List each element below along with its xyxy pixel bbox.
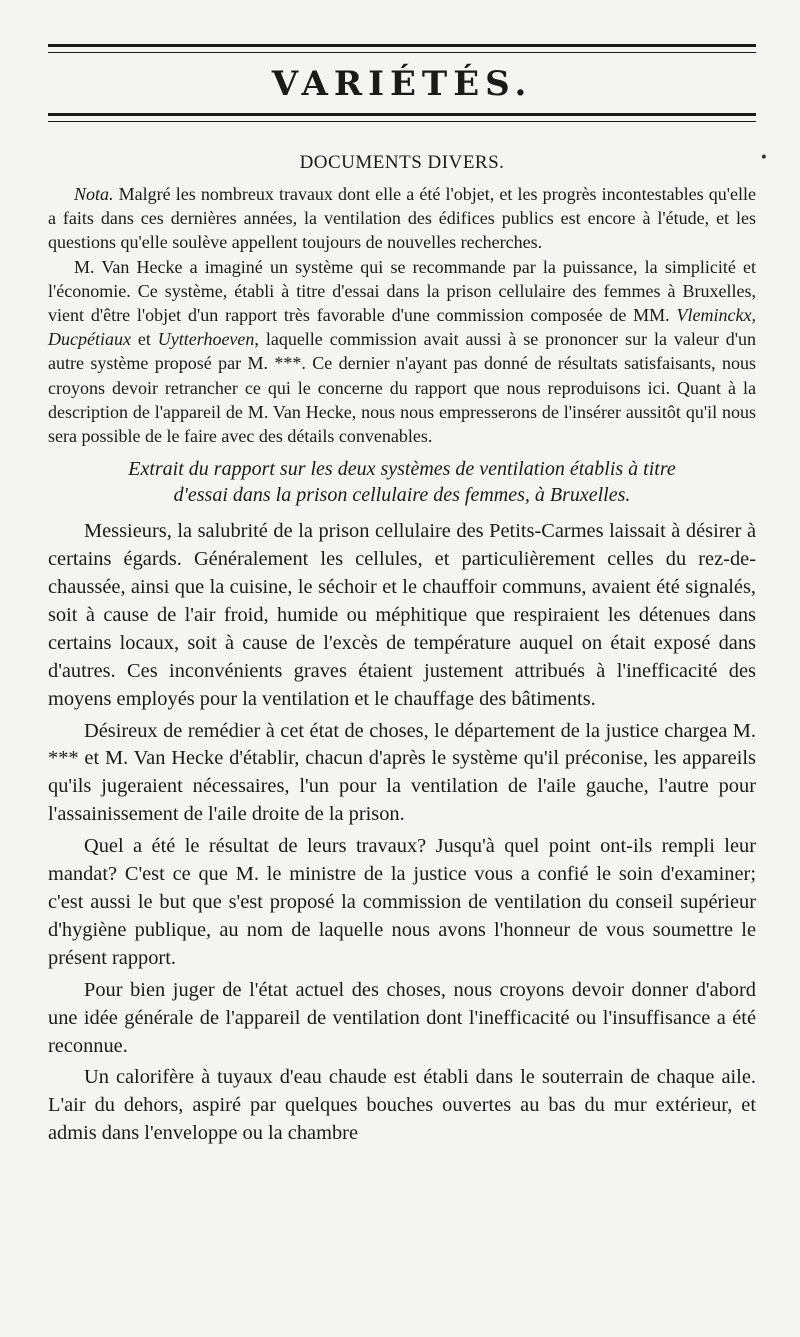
body-paragraph-4: Pour bien juger de l'état actuel des choses, nous croyons devoir donner d'abord une idée générale de l'appareil de ventilation dont l'inefficacité ou l'insuffisance a été reconnue.	[48, 978, 756, 1057]
nota-label: Nota.	[74, 184, 114, 204]
body-paragraph-2: Désireux de remédier à cet état de choses, le département de la justice chargea M. *** et M. Van Hecke d'établir, chacun d'après le système qu'il préconise, les appareils qu'ils jugeraient nécessaires, l'un pour la ventilation de l'aile gauche, l'autre pour l'assainissement de l'aile droite de la prison.	[48, 719, 756, 826]
bottom-double-rule	[48, 113, 756, 122]
margin-mark: •	[759, 150, 768, 166]
body-paragraph-1: Messieurs, la salubrité de la prison cellulaire des Petits-Carmes laissait à désirer à certains égards. Généralement les cellules, et particulièrement celles du rez-de-chaussée, ainsi que la cuisine, le séchoir et le chauffoir communs, avaient été signalés, soit à cause de l'air froid, humide ou méphitique que respiraient les détenues dans certains locaux, soit à cause de l'excès de température auquel on était exposé dans d'autres. Ces inconvénients graves étaient justement attribués à l'inefficacité des moyens employés pour la ventilation et le chauffage des bâtiments.	[48, 520, 756, 710]
subtitle: DOCUMENTS DIVERS.	[299, 152, 505, 173]
section-title: VARIÉTÉS.	[271, 64, 533, 104]
body-paragraph-3: Quel a été le résultat de leurs travaux? Jusqu'à quel point ont-ils rempli leur mandat? C'est ce que M. le ministre de la justice vous a confié le soin d'examiner; c'est aussi le but que s'est proposé la commission de ventilation du conseil supérieur d'hygiène publique, au nom de laquelle nous avons l'honneur de vous soumettre le présent rapport.	[48, 835, 756, 969]
intro-text-1: M. Van Hecke a imaginé un système qui se recommande par la puissance, la simplicité et l'économie. Ce système, établi à titre d'essai dans la prison cellulaire des femmes à Bruxelles, vient d'être l'objet d'un rapport très favorable d'une commission composée de MM.	[48, 256, 756, 326]
nota-paragraph	[48, 182, 756, 255]
intro-text-3: , laquelle commission avait aussi à se prononcer sur la valeur d'un autre système proposé par M. ***. Ce dernier n'ayant pas donné de résultats satisfaisants, nous croyons devoir retrancher ce qui le concerne du rapport que nous reproduisons ici. Quant à la description de l'appareil de M. Van Hecke, nous nous empresserons de l'insérer aussitôt qu'il nous sera possible de le faire avec des détails convenables.	[48, 329, 756, 447]
intro-paragraph	[48, 255, 756, 449]
top-double-rule	[48, 44, 756, 53]
body-paragraph-5: Un calorifère à tuyaux d'eau chaude est établi dans le souterrain de chaque aile. L'air du dehors, aspiré par quelques bouches ouvertes au bas du mur extérieur, et admis dans l'enveloppe ou la chambre	[48, 1066, 756, 1145]
nota-text: Malgré les nombreux travaux dont elle a été l'objet, et les progrès incontestables qu'elle a faits dans ces dernières années, la ventilation des édifices publics est encore à l'étude, et les questions qu'elle soulève appellent toujours de nouvelles recherches.	[48, 184, 756, 253]
extract-title-line-2: d'essai dans la prison cellulaire des femmes, à Bruxelles.	[173, 484, 631, 507]
intro-text-2: et	[130, 329, 158, 350]
intro-names-1: Vleminckx, Ducpétiaux	[48, 305, 756, 350]
extract-title-line-1: Extrait du rapport sur les deux systèmes de ventilation établis à titre	[128, 458, 676, 481]
intro-names-2: Uytterhoeven	[157, 329, 255, 350]
extract-title	[48, 456, 756, 508]
